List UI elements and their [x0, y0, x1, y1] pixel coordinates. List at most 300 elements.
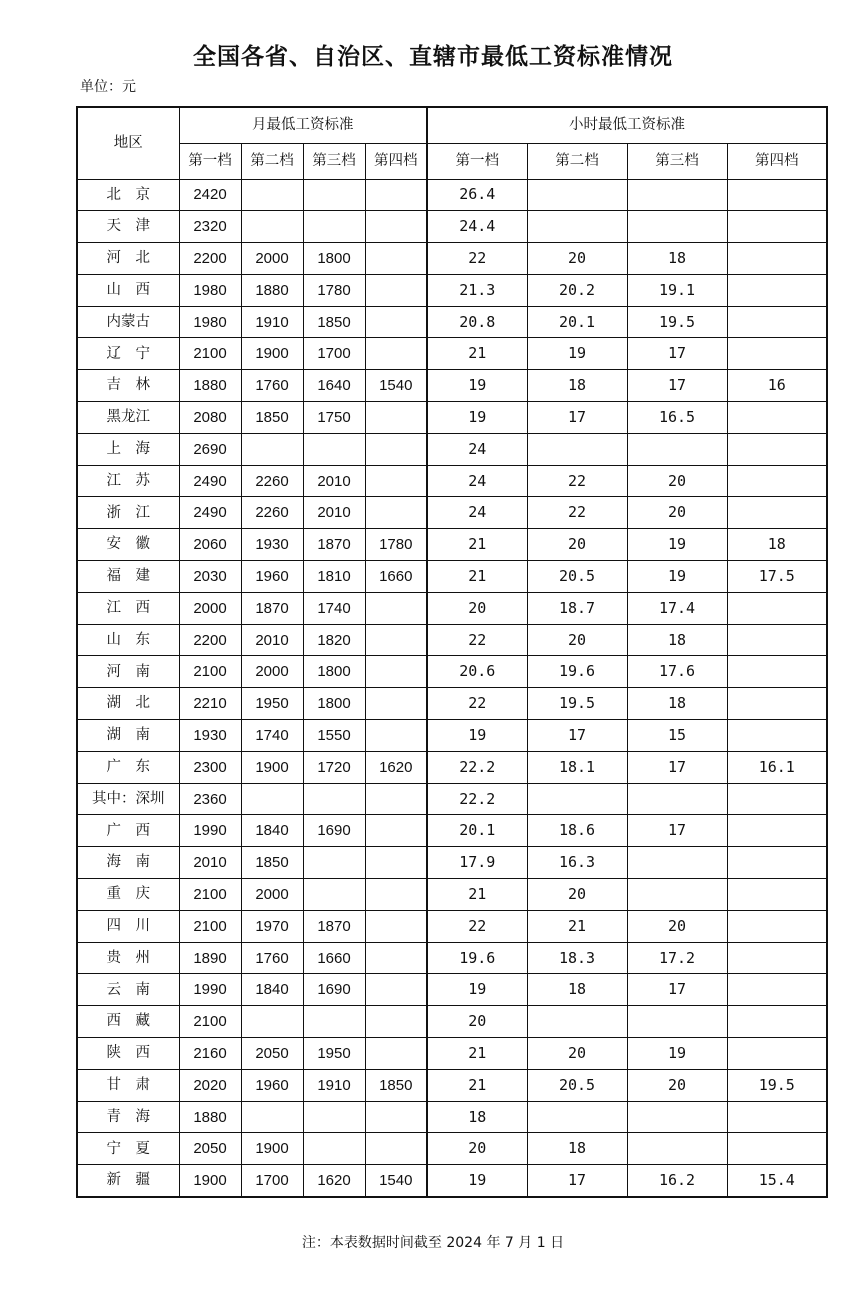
table-row: [77, 1006, 827, 1038]
monthly-tier-4-cell: 1540: [365, 1165, 427, 1197]
monthly-tier-2-cell: 1950: [241, 688, 303, 720]
monthly-tier-3-cell: 1720: [303, 751, 365, 783]
monthly-tier-2-cell: [241, 179, 303, 211]
region-cell: 内蒙古: [77, 306, 179, 338]
hourly-tier-3-cell: [627, 879, 727, 911]
monthly-tier-1-cell: 2080: [179, 402, 241, 434]
monthly-tier-2-cell: 1850: [241, 847, 303, 879]
monthly-tier-3-cell: [303, 1006, 365, 1038]
monthly-tier-4-cell: [365, 1038, 427, 1070]
table-row: [77, 624, 827, 656]
hourly-tier-1-cell: 19: [427, 402, 527, 434]
table-row: [77, 433, 827, 465]
monthly-tier-3-cell: [303, 1133, 365, 1165]
monthly-tier-1-cell: 1980: [179, 274, 241, 306]
hourly-tier-3-cell: 20: [627, 1069, 727, 1101]
hourly-tier-2-cell: 19.5: [527, 688, 627, 720]
hourly-tier-1-cell: 22.2: [427, 783, 527, 815]
minimum-wage-table: [76, 106, 828, 1198]
hourly-tier-4-cell: [727, 1101, 827, 1133]
monthly-tier-1-cell: 2020: [179, 1069, 241, 1101]
monthly-tier-1-cell: 2030: [179, 561, 241, 593]
region-cell: 新 疆: [77, 1165, 179, 1197]
monthly-tier-3-cell: 1550: [303, 720, 365, 752]
hourly-tier-4-cell: 16: [727, 370, 827, 402]
monthly-tier-2-cell: 2260: [241, 497, 303, 529]
table-row: [77, 1165, 827, 1197]
monthly-tier-2-cell: 1930: [241, 529, 303, 561]
hourly-tier-4-cell: [727, 243, 827, 275]
monthly-tier-2-cell: 1900: [241, 338, 303, 370]
monthly-tier-1-cell: 2490: [179, 497, 241, 529]
hourly-tier-4-cell: [727, 1133, 827, 1165]
monthly-tier-4-cell: [365, 433, 427, 465]
hourly-tier-1-cell: 19.6: [427, 942, 527, 974]
table-row: [77, 274, 827, 306]
hourly-tier-4-cell: 19.5: [727, 1069, 827, 1101]
monthly-tier-1-cell: 2100: [179, 1006, 241, 1038]
region-cell: 山 西: [77, 274, 179, 306]
monthly-tier-1-cell: 2100: [179, 910, 241, 942]
monthly-tier-2-cell: 1900: [241, 1133, 303, 1165]
hourly-tier-3-cell: 15: [627, 720, 727, 752]
monthly-tier-2-cell: [241, 211, 303, 243]
hourly-tier-1-cell: 21: [427, 561, 527, 593]
monthly-tier-4-cell: [365, 1101, 427, 1133]
hourly-tier-2-cell: 17: [527, 402, 627, 434]
region-cell: 云 南: [77, 974, 179, 1006]
hourly-tier-3-cell: [627, 433, 727, 465]
hourly-tier-2-cell: 18: [527, 370, 627, 402]
hourly-tier-3-cell: 20: [627, 465, 727, 497]
hourly-tier-2-cell: 22: [527, 497, 627, 529]
hourly-tier-4-cell: 15.4: [727, 1165, 827, 1197]
hourly-tier-1-cell: 19: [427, 1165, 527, 1197]
hourly-tier-4-cell: [727, 688, 827, 720]
region-cell: 青 海: [77, 1101, 179, 1133]
monthly-tier-4-cell: [365, 847, 427, 879]
monthly-tier-3-cell: 1700: [303, 338, 365, 370]
monthly-tier-3-cell: 1740: [303, 592, 365, 624]
monthly-tier-1-cell: 2100: [179, 879, 241, 911]
hourly-tier-2-cell: 20: [527, 529, 627, 561]
monthly-tier-1-cell: 2200: [179, 243, 241, 275]
table-row: [77, 1038, 827, 1070]
monthly-tier-4-cell: 1850: [365, 1069, 427, 1101]
table-row: [77, 751, 827, 783]
hourly-tier-3-cell: 17: [627, 338, 727, 370]
monthly-tier-3-cell: [303, 1101, 365, 1133]
region-cell: 吉 林: [77, 370, 179, 402]
monthly-tier-2-cell: 2050: [241, 1038, 303, 1070]
hourly-tier-2-cell: 21: [527, 910, 627, 942]
monthly-tier-4-header: 第四档: [365, 143, 427, 179]
hourly-tier-3-cell: 19: [627, 529, 727, 561]
region-cell: 北 京: [77, 179, 179, 211]
monthly-tier-3-cell: 1870: [303, 910, 365, 942]
monthly-tier-2-cell: [241, 1006, 303, 1038]
monthly-tier-3-cell: 1910: [303, 1069, 365, 1101]
hourly-tier-2-cell: [527, 179, 627, 211]
monthly-tier-3-cell: 1950: [303, 1038, 365, 1070]
monthly-tier-4-cell: [365, 783, 427, 815]
monthly-tier-3-cell: 1800: [303, 688, 365, 720]
monthly-tier-4-cell: [365, 243, 427, 275]
monthly-tier-2-cell: 2000: [241, 243, 303, 275]
hourly-tier-2-cell: [527, 211, 627, 243]
monthly-tier-2-cell: 1850: [241, 402, 303, 434]
monthly-tier-1-cell: 1890: [179, 942, 241, 974]
monthly-tier-1-cell: 1980: [179, 306, 241, 338]
monthly-tier-3-cell: 1620: [303, 1165, 365, 1197]
hourly-tier-3-cell: 18: [627, 688, 727, 720]
monthly-tier-4-cell: [365, 338, 427, 370]
hourly-tier-2-cell: 19.6: [527, 656, 627, 688]
monthly-tier-1-header: 第一档: [179, 143, 241, 179]
monthly-tier-2-cell: 1700: [241, 1165, 303, 1197]
hourly-tier-2-cell: [527, 433, 627, 465]
hourly-tier-3-cell: [627, 211, 727, 243]
monthly-tier-1-cell: 2000: [179, 592, 241, 624]
monthly-tier-2-cell: 1840: [241, 974, 303, 1006]
hourly-tier-2-cell: 20.2: [527, 274, 627, 306]
monthly-tier-2-cell: 1910: [241, 306, 303, 338]
region-cell: 黑龙江: [77, 402, 179, 434]
hourly-tier-1-cell: 22.2: [427, 751, 527, 783]
hourly-tier-3-cell: [627, 1006, 727, 1038]
table-row: [77, 370, 827, 402]
region-cell: 海 南: [77, 847, 179, 879]
hourly-tier-4-cell: 16.1: [727, 751, 827, 783]
monthly-tier-4-cell: [365, 688, 427, 720]
region-cell: 河 北: [77, 243, 179, 275]
hourly-tier-3-cell: [627, 179, 727, 211]
monthly-tier-4-cell: 1660: [365, 561, 427, 593]
hourly-tier-1-cell: 20: [427, 592, 527, 624]
table-row: [77, 720, 827, 752]
monthly-tier-4-cell: [365, 1133, 427, 1165]
footnote: 注：本表数据时间截至 2024 年 7 月 1 日: [301, 1235, 565, 1251]
region-cell: 湖 南: [77, 720, 179, 752]
hourly-tier-2-cell: 20: [527, 624, 627, 656]
hourly-tier-4-cell: [727, 402, 827, 434]
monthly-tier-1-cell: 2160: [179, 1038, 241, 1070]
monthly-tier-4-cell: [365, 974, 427, 1006]
hourly-tier-2-cell: 20: [527, 879, 627, 911]
monthly-tier-3-cell: 1750: [303, 402, 365, 434]
region-cell: 四 川: [77, 910, 179, 942]
hourly-tier-3-cell: 19: [627, 561, 727, 593]
monthly-group-header: 月最低工资标准: [179, 107, 427, 143]
hourly-tier-1-cell: 22: [427, 243, 527, 275]
monthly-tier-3-cell: 1780: [303, 274, 365, 306]
monthly-tier-4-cell: [365, 274, 427, 306]
hourly-tier-1-cell: 24.4: [427, 211, 527, 243]
monthly-tier-2-cell: 1970: [241, 910, 303, 942]
monthly-tier-3-cell: 1660: [303, 942, 365, 974]
region-cell: 河 南: [77, 656, 179, 688]
monthly-tier-3-cell: [303, 879, 365, 911]
table-row: [77, 338, 827, 370]
region-cell: 上 海: [77, 433, 179, 465]
monthly-tier-3-cell: 1810: [303, 561, 365, 593]
hourly-tier-1-cell: 22: [427, 688, 527, 720]
monthly-tier-2-cell: 1960: [241, 561, 303, 593]
monthly-tier-3-header: 第三档: [303, 143, 365, 179]
hourly-tier-3-header: 第三档: [627, 143, 727, 179]
region-cell: 浙 江: [77, 497, 179, 529]
hourly-tier-1-cell: 18: [427, 1101, 527, 1133]
table-row: [77, 465, 827, 497]
hourly-tier-4-cell: [727, 338, 827, 370]
monthly-tier-2-cell: [241, 1101, 303, 1133]
hourly-tier-1-cell: 26.4: [427, 179, 527, 211]
hourly-tier-1-header: 第一档: [427, 143, 527, 179]
table-row: [77, 656, 827, 688]
monthly-tier-1-cell: 2300: [179, 751, 241, 783]
hourly-tier-4-cell: [727, 656, 827, 688]
monthly-tier-3-cell: 1800: [303, 243, 365, 275]
monthly-tier-1-cell: 1990: [179, 815, 241, 847]
monthly-tier-3-cell: 1850: [303, 306, 365, 338]
monthly-tier-3-cell: 1690: [303, 974, 365, 1006]
monthly-tier-1-cell: 1880: [179, 370, 241, 402]
monthly-tier-4-cell: [365, 497, 427, 529]
table-row: [77, 910, 827, 942]
page-title: 全国各省、自治区、直辖市最低工资标准情况: [193, 44, 673, 70]
monthly-tier-3-cell: 1640: [303, 370, 365, 402]
table-row: [77, 783, 827, 815]
hourly-tier-3-cell: 17: [627, 974, 727, 1006]
hourly-tier-3-cell: 20: [627, 497, 727, 529]
hourly-tier-3-cell: [627, 1101, 727, 1133]
monthly-tier-2-cell: 2000: [241, 656, 303, 688]
hourly-group-header: 小时最低工资标准: [427, 107, 827, 143]
header-group-row: [77, 107, 827, 143]
hourly-tier-2-cell: 20: [527, 1038, 627, 1070]
table-row: [77, 243, 827, 275]
table-row: [77, 529, 827, 561]
monthly-tier-4-cell: 1540: [365, 370, 427, 402]
hourly-tier-2-cell: 22: [527, 465, 627, 497]
monthly-tier-3-cell: [303, 433, 365, 465]
monthly-tier-1-cell: 2200: [179, 624, 241, 656]
monthly-tier-4-cell: [365, 656, 427, 688]
region-cell: 重 庆: [77, 879, 179, 911]
hourly-tier-2-cell: 20.1: [527, 306, 627, 338]
hourly-tier-4-cell: [727, 847, 827, 879]
monthly-tier-1-cell: 2210: [179, 688, 241, 720]
monthly-tier-2-cell: 1900: [241, 751, 303, 783]
monthly-tier-1-cell: 2050: [179, 1133, 241, 1165]
region-cell: 贵 州: [77, 942, 179, 974]
hourly-tier-4-cell: [727, 1006, 827, 1038]
table-row: [77, 1101, 827, 1133]
table-row: [77, 306, 827, 338]
monthly-tier-4-cell: [365, 592, 427, 624]
monthly-tier-4-cell: [365, 1006, 427, 1038]
monthly-tier-4-cell: [365, 910, 427, 942]
hourly-tier-2-cell: 17: [527, 1165, 627, 1197]
table-row: [77, 592, 827, 624]
monthly-tier-4-cell: [365, 720, 427, 752]
table-row: [77, 1133, 827, 1165]
hourly-tier-2-cell: 16.3: [527, 847, 627, 879]
table-row: [77, 179, 827, 211]
region-cell: 西 藏: [77, 1006, 179, 1038]
hourly-tier-3-cell: 18: [627, 243, 727, 275]
monthly-tier-2-cell: 1840: [241, 815, 303, 847]
monthly-tier-2-cell: [241, 433, 303, 465]
hourly-tier-2-cell: 18: [527, 1133, 627, 1165]
hourly-tier-1-cell: 22: [427, 910, 527, 942]
hourly-tier-4-cell: [727, 942, 827, 974]
region-cell: 辽 宁: [77, 338, 179, 370]
hourly-tier-4-cell: [727, 497, 827, 529]
table-row: [77, 688, 827, 720]
monthly-tier-3-cell: [303, 847, 365, 879]
hourly-tier-3-cell: 19.5: [627, 306, 727, 338]
monthly-tier-1-cell: 2100: [179, 338, 241, 370]
hourly-tier-3-cell: 18: [627, 624, 727, 656]
table-row: [77, 974, 827, 1006]
region-cell: 广 西: [77, 815, 179, 847]
region-cell: 广 东: [77, 751, 179, 783]
hourly-tier-4-cell: [727, 974, 827, 1006]
monthly-tier-1-cell: 1880: [179, 1101, 241, 1133]
monthly-tier-4-cell: [365, 179, 427, 211]
monthly-tier-3-cell: 1800: [303, 656, 365, 688]
hourly-tier-3-cell: 17: [627, 370, 727, 402]
monthly-tier-2-cell: 1960: [241, 1069, 303, 1101]
hourly-tier-4-cell: [727, 465, 827, 497]
hourly-tier-3-cell: 17.4: [627, 592, 727, 624]
monthly-tier-4-cell: [365, 402, 427, 434]
hourly-tier-4-cell: 18: [727, 529, 827, 561]
monthly-tier-1-cell: 2010: [179, 847, 241, 879]
hourly-tier-2-cell: 20: [527, 243, 627, 275]
monthly-tier-1-cell: 2690: [179, 433, 241, 465]
table-row: [77, 1069, 827, 1101]
hourly-tier-2-cell: 18: [527, 974, 627, 1006]
hourly-tier-3-cell: 16.5: [627, 402, 727, 434]
hourly-tier-2-cell: 18.1: [527, 751, 627, 783]
region-cell: 福 建: [77, 561, 179, 593]
region-cell: 江 西: [77, 592, 179, 624]
hourly-tier-2-header: 第二档: [527, 143, 627, 179]
monthly-tier-4-cell: [365, 211, 427, 243]
hourly-tier-4-cell: [727, 179, 827, 211]
hourly-tier-3-cell: 20: [627, 910, 727, 942]
hourly-tier-3-cell: 17.2: [627, 942, 727, 974]
hourly-tier-3-cell: 17.6: [627, 656, 727, 688]
monthly-tier-3-cell: 2010: [303, 497, 365, 529]
region-cell: 宁 夏: [77, 1133, 179, 1165]
table-row: [77, 561, 827, 593]
monthly-tier-3-cell: 1820: [303, 624, 365, 656]
hourly-tier-4-cell: [727, 910, 827, 942]
hourly-tier-2-cell: 19: [527, 338, 627, 370]
monthly-tier-1-cell: 2320: [179, 211, 241, 243]
monthly-tier-2-cell: 2010: [241, 624, 303, 656]
hourly-tier-3-cell: [627, 847, 727, 879]
table-row: [77, 497, 827, 529]
hourly-tier-4-cell: [727, 1038, 827, 1070]
monthly-tier-1-cell: 2360: [179, 783, 241, 815]
monthly-tier-4-cell: [365, 879, 427, 911]
monthly-tier-2-header: 第二档: [241, 143, 303, 179]
hourly-tier-1-cell: 21: [427, 1069, 527, 1101]
hourly-tier-1-cell: 24: [427, 433, 527, 465]
monthly-tier-4-cell: 1620: [365, 751, 427, 783]
hourly-tier-4-cell: [727, 624, 827, 656]
monthly-tier-1-cell: 2100: [179, 656, 241, 688]
monthly-tier-2-cell: 1740: [241, 720, 303, 752]
hourly-tier-2-cell: 20.5: [527, 561, 627, 593]
hourly-tier-3-cell: 17: [627, 751, 727, 783]
hourly-tier-1-cell: 19: [427, 974, 527, 1006]
monthly-tier-4-cell: 1780: [365, 529, 427, 561]
monthly-tier-4-cell: [365, 624, 427, 656]
monthly-tier-2-cell: 1760: [241, 942, 303, 974]
hourly-tier-1-cell: 20: [427, 1133, 527, 1165]
hourly-tier-1-cell: 17.9: [427, 847, 527, 879]
monthly-tier-2-cell: 1760: [241, 370, 303, 402]
header-tier-row: [77, 143, 827, 179]
table-row: [77, 879, 827, 911]
hourly-tier-4-cell: [727, 592, 827, 624]
hourly-tier-2-cell: 20.5: [527, 1069, 627, 1101]
monthly-tier-4-cell: [365, 465, 427, 497]
hourly-tier-4-cell: 17.5: [727, 561, 827, 593]
monthly-tier-1-cell: 1930: [179, 720, 241, 752]
monthly-tier-2-cell: 2260: [241, 465, 303, 497]
hourly-tier-2-cell: 18.7: [527, 592, 627, 624]
monthly-tier-2-cell: 1870: [241, 592, 303, 624]
hourly-tier-1-cell: 20.1: [427, 815, 527, 847]
hourly-tier-3-cell: 17: [627, 815, 727, 847]
hourly-tier-4-cell: [727, 879, 827, 911]
hourly-tier-4-cell: [727, 783, 827, 815]
monthly-tier-1-cell: 2060: [179, 529, 241, 561]
hourly-tier-3-cell: [627, 1133, 727, 1165]
monthly-tier-3-cell: [303, 783, 365, 815]
hourly-tier-1-cell: 21.3: [427, 274, 527, 306]
hourly-tier-4-header: 第四档: [727, 143, 827, 179]
monthly-tier-3-cell: [303, 211, 365, 243]
hourly-tier-1-cell: 19: [427, 370, 527, 402]
table-row: [77, 942, 827, 974]
region-cell: 安 徽: [77, 529, 179, 561]
monthly-tier-1-cell: 2490: [179, 465, 241, 497]
hourly-tier-1-cell: 21: [427, 529, 527, 561]
hourly-tier-1-cell: 21: [427, 1038, 527, 1070]
hourly-tier-1-cell: 20.8: [427, 306, 527, 338]
monthly-tier-2-cell: 2000: [241, 879, 303, 911]
region-header: 地区: [77, 107, 179, 179]
hourly-tier-3-cell: 16.2: [627, 1165, 727, 1197]
table-row: [77, 211, 827, 243]
hourly-tier-2-cell: 18.3: [527, 942, 627, 974]
monthly-tier-4-cell: [365, 306, 427, 338]
region-cell: 甘 肃: [77, 1069, 179, 1101]
hourly-tier-4-cell: [727, 274, 827, 306]
hourly-tier-1-cell: 24: [427, 497, 527, 529]
hourly-tier-2-cell: 18.6: [527, 815, 627, 847]
region-cell: 江 苏: [77, 465, 179, 497]
hourly-tier-3-cell: 19: [627, 1038, 727, 1070]
monthly-tier-3-cell: [303, 179, 365, 211]
